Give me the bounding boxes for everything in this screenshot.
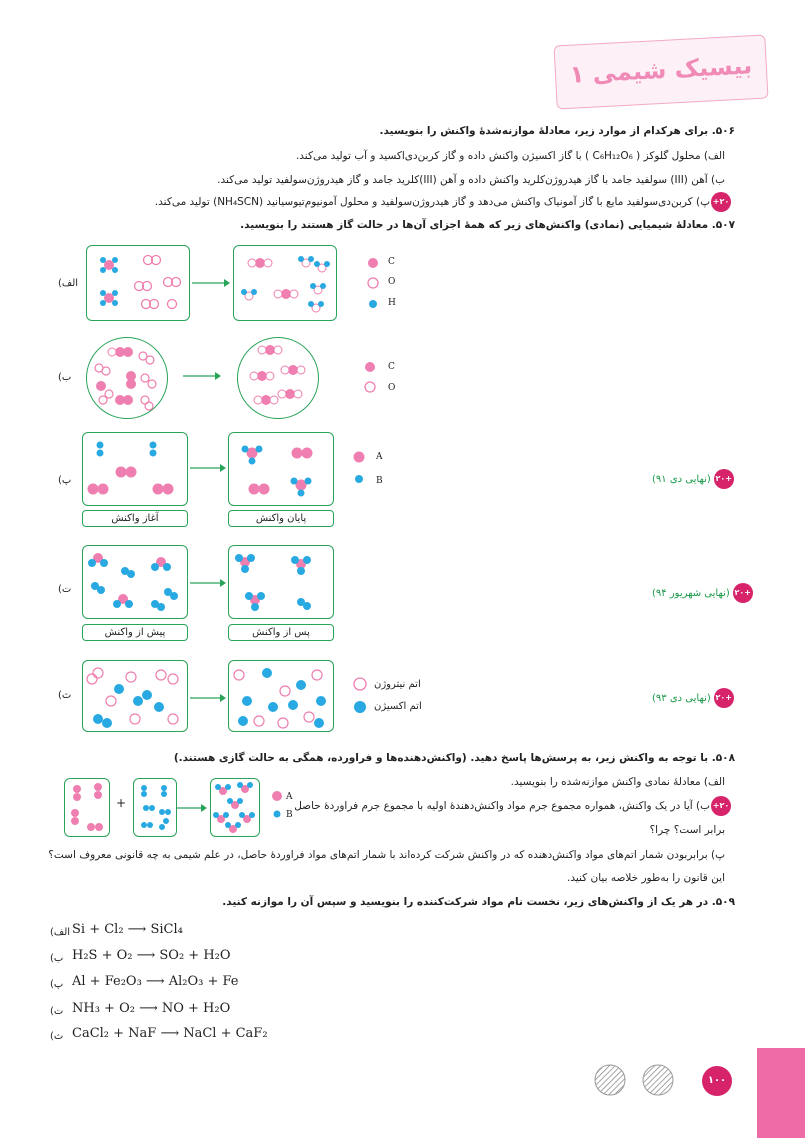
q509-label-c: پ) [50,979,64,990]
so3-molecule [245,592,265,611]
legend-e-nitrogen: اتم نیتروژن [374,679,421,690]
diagram-c-after [228,432,334,506]
q509-equation-b: H₂S + O₂ ⟶ SO₂ + H₂O [72,948,231,963]
diagram-d-after [228,545,334,619]
legend-a-symbols [366,256,380,312]
arrow-508 [177,803,207,813]
diagram-b-before-molecules [87,338,167,418]
so3-molecule [291,556,311,575]
tag-e-badge: +۲۰ [714,688,734,708]
q507-label-c: پ) [58,475,72,486]
arrow-d [190,578,226,588]
methane-molecule [100,290,118,306]
q506-b: ب) آهن (III) سولفید جامد با گاز هیدروژن‌کلرید واکنش داده و آهن (III)کلرید جامد و گاز هیدروژن‌سولفید تولید می‌کند. [217,174,725,186]
diagram-e-before-molecules [83,661,187,731]
q509-equation-d: NH₃ + O₂ ⟶ NO + H₂O [72,1001,231,1016]
legend-508-symbols [271,790,283,820]
q509-label-a: الف) [50,927,71,938]
q507-label-b: ب) [58,372,72,383]
diagram-508-reactant-b [133,778,177,837]
page-number: ۱۰۰ [702,1066,732,1096]
q507-label-d: ت) [58,584,72,595]
legend-a-h: H [388,298,396,308]
q509-equation-a: Si + Cl₂ ⟶ SiCl₄ [72,922,183,937]
tag-d-badge: +۲۰ [733,583,753,603]
caption-c-start: آغاز واکنش [82,510,188,527]
diagram-a-after-molecules [234,246,336,320]
tag-e-text: (نهایی دی ۹۳) [652,692,711,704]
legend-e-symbols [352,676,368,716]
arrow-a [192,278,230,288]
exam-tag-d [652,583,753,603]
legend-b-o: O [388,383,396,393]
q509-equation-e: CaCl₂ + NaF ⟶ NaCl + CaF₂ [72,1026,268,1041]
arrow-b [183,371,221,381]
diagram-c-before [82,432,188,506]
exam-tag-c [652,469,734,489]
q508-c2: این قانون را به‌طور خلاصه بیان کنید. [566,872,725,884]
so3-molecule [235,554,255,573]
q508-b-badge: +۲۰ [711,796,731,816]
q507-label-e: ث) [58,690,72,701]
legend-a-o: O [388,277,396,287]
legend-c-b: B [376,476,383,486]
caption-d-before: پیش از واکنش [82,624,188,641]
diagram-c-before-molecules [83,433,187,505]
diagram-508-product [210,778,260,837]
diagram-d-before [82,545,188,619]
diagram-d-after-molecules [229,546,333,618]
diagram-b-after-molecules [238,338,318,418]
q506-a: الف) محلول گلوکز ( C₆H₁₂O₆ ) با گاز اکسیژن واکنش داده و گاز کربن‌دی‌اکسید و آب تولید می‌کند. [295,150,725,162]
legend-e-oxygen: اتم اکسیژن [374,701,422,712]
legend-b-c: C [388,362,395,372]
oxygen-molecules [135,256,181,309]
tag-c-badge: +۲۰ [714,469,734,489]
q508-c1: پ) برابربودن شمار اتم‌های مواد واکنش‌دهنده که در واکنش شرکت کرده‌اند با شمار اتم‌های مواد فراوردهٔ حاصل، در علم شیمی به چه قانونی معروف است؟ [48,849,725,861]
side-tab [757,1048,805,1138]
diagram-b-after [237,337,319,419]
difficulty-badge: +۲۰ [711,192,731,212]
diagram-e-after [228,660,334,732]
so2-molecule [151,557,171,571]
tag-c-text: (نهایی دی ۹۱) [652,473,711,485]
caption-d-after: پس از واکنش [228,624,334,641]
q506-c: پ) کربن‌دی‌سولفید مایع با گاز آمونیاک واکنش می‌دهد و گاز هیدروژن‌سولفید و محلول آمونیوم‌تیوسیانید (NH₄SCN) تولید می‌کند. [154,196,710,208]
o2-molecule [297,598,311,610]
arrow-e [190,693,226,703]
legend-c-a: A [376,452,383,462]
q508-b1: ب) آیا در یک واکنش، همواره مجموع جرم مواد واکنش‌دهندهٔ اولیه با مجموع جرم فراوردهٔ حاصل [294,800,710,812]
diagram-e-before [82,660,188,732]
q508-b2: برابر است؟ چرا؟ [649,824,725,836]
diagram-c-after-molecules [229,433,333,505]
legend-b-symbols [363,360,377,394]
plus-sign: + [116,796,127,810]
caption-c-end: پایان واکنش [228,510,334,527]
legend-a-c: C [388,257,395,267]
oxygen-atoms [93,684,164,728]
logo-text: بیسیک شیمی ۱ [568,51,753,89]
legend-508-a: A [286,792,293,802]
diagram-a-after [233,245,337,321]
diagram-508-b-molecules [134,779,176,836]
q509-equation-c: Al + Fe₂O₃ ⟶ Al₂O₃ + Fe [72,974,239,989]
q507-title: ۵۰۷. معادلهٔ شیمیایی (نمادی) واکنش‌های زیر که همهٔ اجزای آن‌ها در حالت گاز هستند را بنویسید. [240,219,735,231]
diagram-a-before-molecules [87,246,189,320]
q508-title: ۵۰۸. با توجه به واکنش زیر، به پرسش‌ها پاسخ دهید. (واکنش‌دهنده‌ها و فراورده، همگی به حالت گازی هستند.) [173,752,735,764]
arrow-c [190,463,226,473]
header-logo [553,34,768,109]
methane-molecule [100,257,118,273]
so2-molecule [88,553,108,567]
q508-a: الف) معادلهٔ نمادی واکنش موازنه‌شده را بنویسید. [510,776,725,788]
q509-title: ۵۰۹. در هر یک از واکنش‌های زیر، نخست نام مواد شرکت‌کننده را بنویسید و سپس آن را موازنه کنید. [222,896,735,908]
q509-label-d: ت) [50,1006,64,1017]
diagram-a-before [86,245,190,321]
q509-label-e: ث) [50,1031,64,1042]
exam-tag-e [652,688,734,708]
diagram-508-reactant-a [64,778,110,837]
legend-508-b: B [286,810,293,820]
diagram-508-product-molecules [211,779,259,836]
q509-label-b: ب) [50,953,64,964]
footer-decoration [590,1062,690,1098]
so2-molecule [113,594,133,608]
o2-molecules [91,567,178,611]
legend-c-symbols [352,450,366,486]
q506-title: ۵۰۶. برای هرکدام از موارد زیر، معادلهٔ موازنه‌شدهٔ واکنش را بنویسید. [379,125,735,137]
diagram-508-a-molecules [65,779,109,836]
q507-label-a: الف) [58,278,79,289]
diagram-d-before-molecules [83,546,187,618]
tag-d-text: (نهایی شهریور ۹۴) [652,587,730,599]
diagram-b-before [86,337,168,419]
diagram-e-after-molecules [229,661,333,731]
